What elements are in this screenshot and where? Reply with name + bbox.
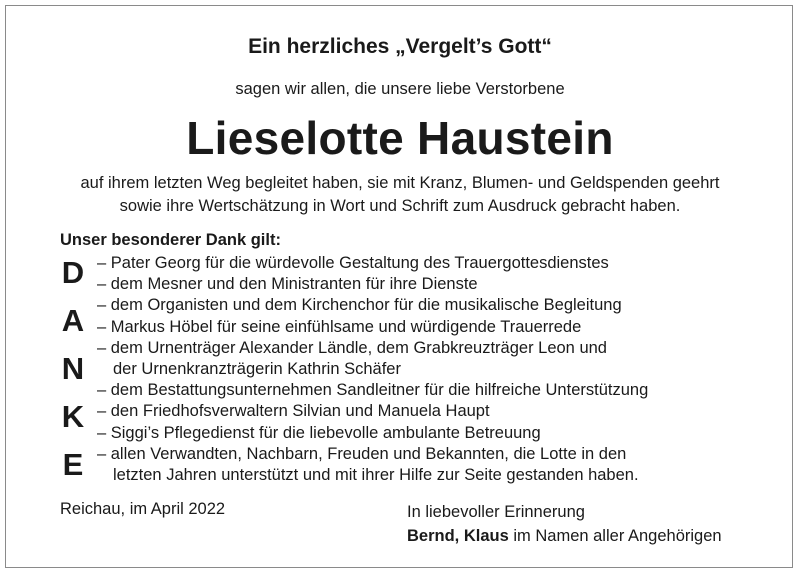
danke-letter: A [61, 303, 85, 338]
thanks-line: – dem Mesner und den Ministranten für ihre Dienste [97, 275, 478, 294]
thanks-line: – Siggi’s Pflegedienst für die liebevolle ambulante Betreuung [97, 423, 541, 442]
thanks-line: – dem Urnenträger Alexander Ländle, dem Grabkreuzträger Leon und [97, 338, 607, 357]
thanks-heading: Unser besonderer Dank gilt: [60, 231, 281, 249]
thanks-line: – Markus Höbel für seine einfühlsame und würdigende Trauerrede [97, 317, 582, 336]
body-text [0, 172, 800, 218]
body-line: auf ihrem letzten Weg begleitet haben, sie mit Kranz, Blumen- und Geldspenden geehrt [80, 174, 720, 192]
thanks-item [97, 444, 697, 486]
thanks-line: – den Friedhofsverwaltern Silvian und Manuela Haupt [97, 402, 490, 421]
thanks-item [97, 253, 697, 274]
notice-heading: Ein herzliches „Vergelt’s Gott“ [248, 35, 552, 58]
place-date: Reichau, im April 2022 [60, 500, 226, 518]
intro-line: sagen wir allen, die unsere liebe Verstorbene [235, 80, 565, 98]
thanks-line: – Pater Georg für die würdevolle Gestaltung des Trauergottesdienstes [97, 254, 609, 272]
body-line: sowie ihre Wertschätzung in Wort und Schrift zum Ausdruck gebracht haben. [119, 197, 681, 215]
signer-suffix: im Namen aller Angehörigen [508, 527, 722, 545]
signature-line [407, 524, 722, 548]
thanks-item [97, 274, 697, 295]
danke-letter: E [62, 447, 84, 482]
thanks-line: – allen Verwandten, Nachbarn, Freuden und Bekannten, die Lotte in den [97, 444, 627, 463]
thanks-item [97, 401, 697, 422]
closing-signature [407, 500, 722, 548]
closing-line: In liebevoller Erinnerung [407, 503, 585, 521]
thanks-item [97, 380, 697, 401]
thanks-list [97, 253, 697, 486]
danke-letter: D [61, 255, 85, 290]
thanks-item [97, 423, 697, 444]
thanks-line-continued: der Urnenkranzträgerin Kathrin Schäfer [113, 360, 401, 379]
danke-letters [60, 255, 86, 495]
thanks-line: – dem Organisten und dem Kirchenchor für die musikalische Begleitung [97, 296, 622, 315]
thanks-item [97, 338, 697, 380]
signer-names: Bernd, Klaus [407, 527, 509, 545]
thanks-line: – dem Bestattungsunternehmen Sandleitner für die hilfreiche Unterstützung [97, 381, 649, 400]
thanks-item [97, 295, 697, 316]
thanks-line-continued: letzten Jahren unterstützt und mit ihrer Hilfe zur Seite gestanden haben. [113, 466, 639, 485]
thanks-item [97, 317, 697, 338]
deceased-name: Lieselotte Haustein [186, 112, 614, 164]
danke-letter: K [61, 399, 85, 434]
danke-letter: N [61, 351, 85, 386]
